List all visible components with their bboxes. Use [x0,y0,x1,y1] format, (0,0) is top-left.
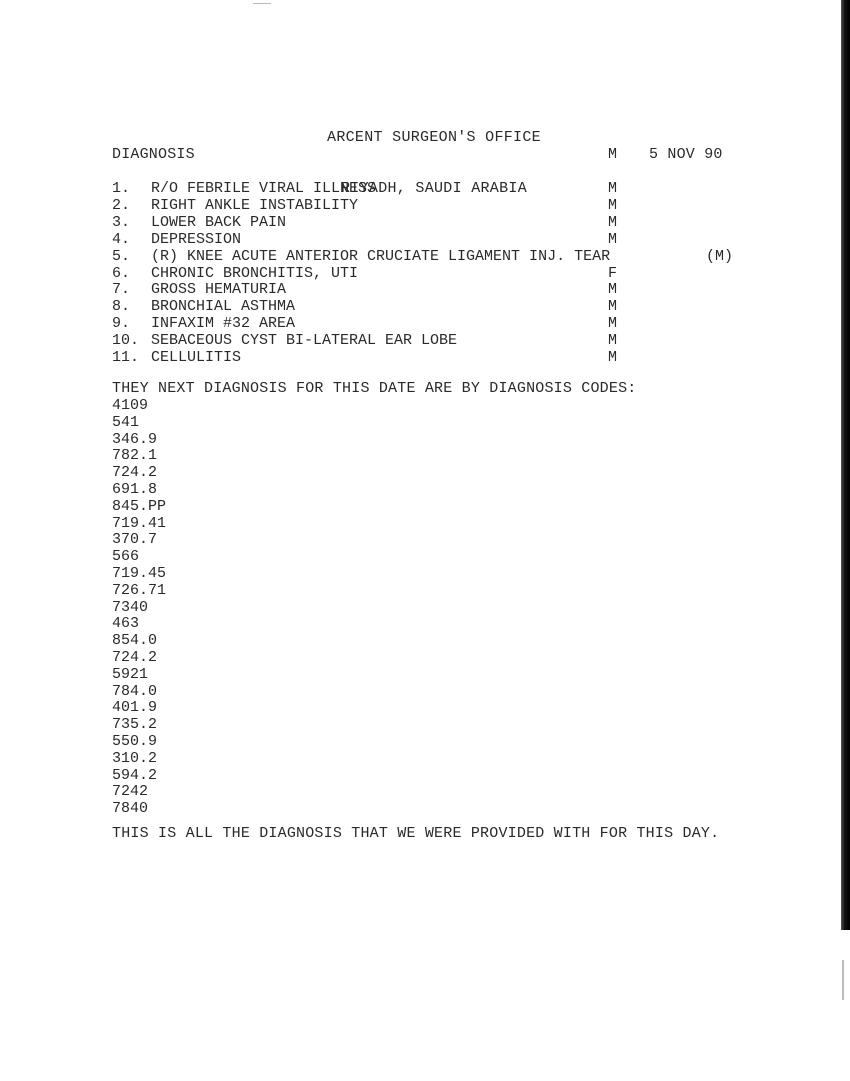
diagnosis-code: 719.45 [112,564,167,582]
diagnosis-code: 594.2 [112,766,158,784]
diagnosis-code: 691.8 [112,480,158,498]
diagnosis-item-sex: M [608,213,618,231]
diagnosis-code: 346.9 [112,430,158,448]
diagnosis-item-number: 10. [112,332,140,350]
diagnosis-code: 7840 [112,800,149,818]
diagnosis-code: 566 [112,548,140,566]
diagnosis-code: 463 [112,615,140,633]
diagnosis-item-sex: M [608,281,618,299]
diagnosis-code: 4109 [112,397,149,414]
diagnosis-item-text: (R) KNEE ACUTE ANTERIOR CRUCIATE LIGAMENT INJ. TEAR [151,247,611,265]
diagnosis-item-text: CHRONIC BRONCHITIS, UTI [151,264,359,282]
diagnosis-item-sex: (M) [706,247,734,265]
diagnosis-item-number: 7. [112,281,131,299]
diagnosis-code: 7340 [112,598,149,616]
codes-intro: THEY NEXT DIAGNOSIS FOR THIS DATE ARE BY DIAGNOSIS CODES: [112,380,637,397]
diagnosis-code: 726.71 [112,581,167,599]
diagnosis-item-sex: M [608,230,618,248]
diagnosis-item-sex: M [608,349,618,366]
diagnosis-item-sex: M [608,298,618,316]
diagnosis-item-number: 5. [112,247,131,265]
diagnosis-item-sex: M [608,332,618,350]
diagnosis-item-number: 2. [112,196,131,214]
diagnosis-item-number: 3. [112,213,131,231]
diagnosis-item-text: INFAXIM #32 AREA [151,315,296,333]
diagnosis-item-sex: M [608,196,618,214]
diagnosis-code: 782.1 [112,447,158,465]
diagnosis-item-text: RIGHT ANKLE INSTABILITY [151,196,359,214]
diagnosis-code: 550.9 [112,732,158,750]
diagnosis-code: 854.0 [112,632,158,650]
diagnosis-item-text: CELLULITIS [151,349,242,366]
diagnosis-item-sex: M [608,180,618,197]
closing-statement: THIS IS ALL THE DIAGNOSIS THAT WE WERE PROVIDED WITH FOR THIS DAY. [112,825,720,842]
scan-edge-mark [842,960,844,1000]
diagnosis-code: 784.0 [112,682,158,700]
diagnosis-code: 845.PP [112,497,167,515]
diagnosis-code: 5921 [112,665,149,683]
diagnosis-code: 370.7 [112,531,158,549]
diagnosis-item-text: R/O FEBRILE VIRAL ILLNESS [151,180,377,197]
diagnosis-code: 719.41 [112,514,167,532]
diagnosis-item-sex: F [608,264,618,282]
diagnosis-item-text: LOWER BACK PAIN [151,213,287,231]
diagnosis-code: 7242 [112,783,149,801]
diagnosis-code: 724.2 [112,464,158,482]
diagnosis-item-number: 9. [112,315,131,333]
diagnosis-item-number: 4. [112,230,131,248]
diagnosis-item-number: 6. [112,264,131,282]
diagnosis-item-text: BRONCHIAL ASTHMA [151,298,296,316]
diagnosis-code-list [112,398,166,818]
diagnosis-item-number: 11. [112,349,140,366]
diagnosis-heading: DIAGNOSIS [112,146,195,163]
header-location: RIYADH, SAUDI ARABIA [340,180,528,197]
diagnosis-item-number: 1. [112,180,131,197]
diagnosis-item-text: GROSS HEMATURIA [151,281,287,299]
diagnosis-heading-sex: M [608,146,618,163]
diagnosis-item-number: 8. [112,298,131,316]
diagnosis-code: 310.2 [112,749,158,767]
diagnosis-code: 541 [112,413,140,431]
diagnosis-code: 401.9 [112,699,158,717]
header-office: ARCENT SURGEON'S OFFICE [327,129,541,146]
diagnosis-item-sex: M [608,315,618,333]
diagnosis-code: 724.2 [112,648,158,666]
scan-mark [253,3,271,4]
diagnosis-code: 735.2 [112,716,158,734]
diagnosis-date: 5 NOV 90 [649,146,723,163]
diagnosis-item-text: DEPRESSION [151,230,242,248]
diagnosis-item-text: SEBACEOUS CYST BI-LATERAL EAR LOBE [151,332,458,350]
